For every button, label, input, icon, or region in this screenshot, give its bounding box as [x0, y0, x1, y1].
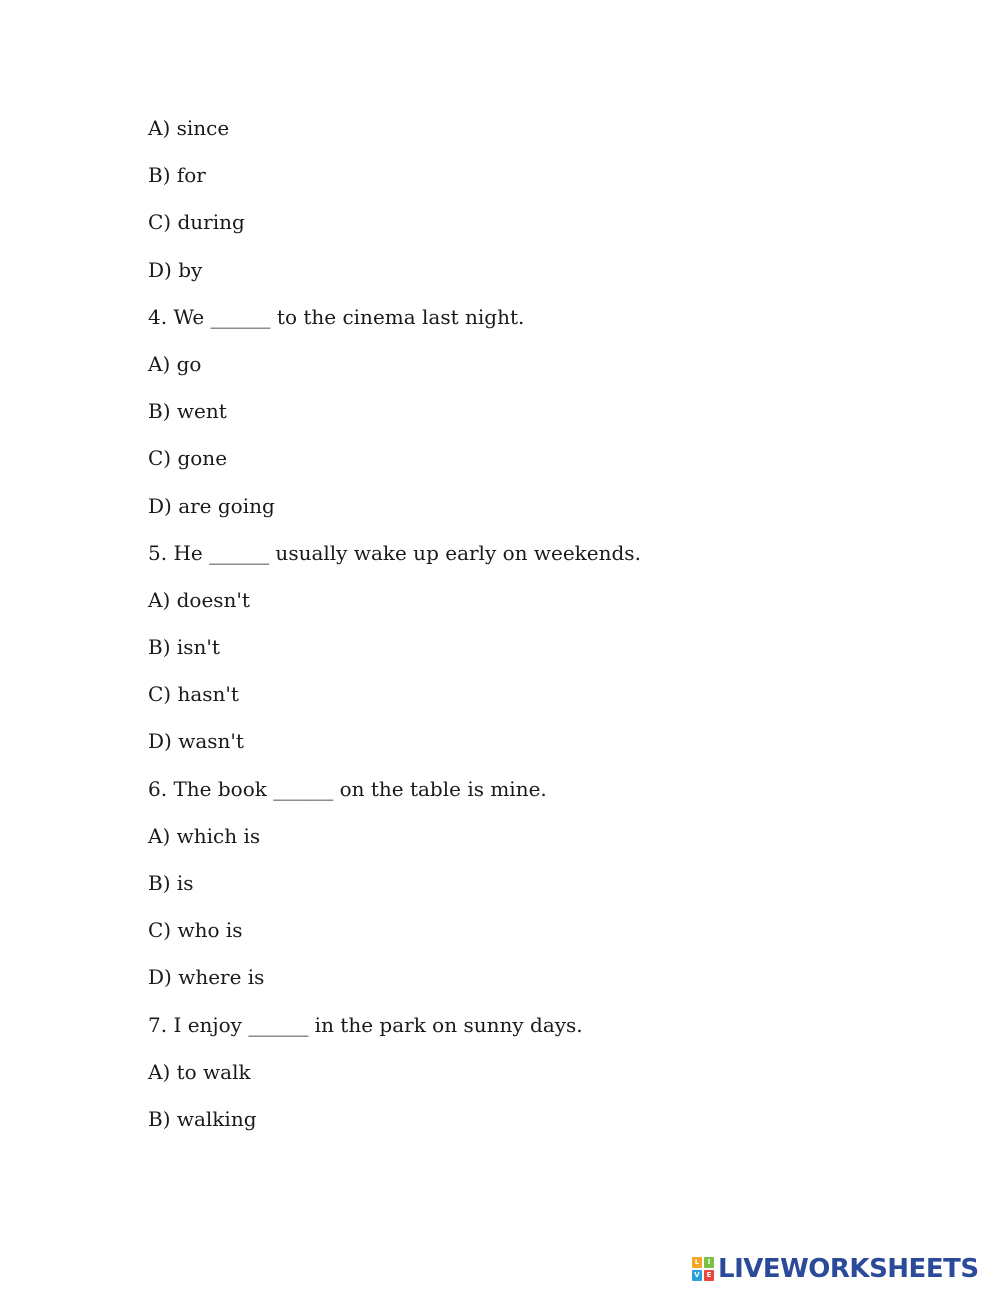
option-c-during: C) during — [148, 210, 245, 235]
question-4: 4. We ______ to the cinema last night. — [148, 304, 525, 329]
logo-square-v: V — [692, 1270, 702, 1281]
option-d-by: D) by — [148, 257, 203, 282]
q4-option-b: B) went — [148, 399, 227, 424]
q4-option-d: D) are going — [148, 493, 275, 518]
q5-option-d: D) wasn't — [148, 729, 244, 754]
q5-option-a: A) doesn't — [148, 587, 250, 612]
q6-option-b: B) is — [148, 871, 194, 895]
q4-option-c: C) gone — [148, 446, 228, 471]
liveworksheets-logo — [692, 1254, 979, 1284]
q7-option-b: B) walking — [148, 1106, 257, 1131]
q6-option-c: C) who is — [148, 918, 243, 943]
question-5: 5. He ______ usually wake up early on weekends. — [148, 540, 641, 565]
option-a-since: A) since — [148, 116, 230, 140]
logo-square-e: E — [704, 1270, 714, 1281]
question-7: 7. I enjoy ______ in the park on sunny days. — [148, 1012, 583, 1037]
q7-option-a: A) to walk — [148, 1059, 251, 1084]
question-6: 6. The book ______ on the table is mine. — [148, 776, 547, 801]
q5-option-c: C) hasn't — [148, 682, 239, 707]
logo-wordmark: LIVEWORKSHEETS — [718, 1254, 979, 1284]
liveworksheets-logo-icon — [692, 1257, 714, 1281]
q6-option-a: A) which is — [148, 823, 261, 848]
q5-option-b: B) isn't — [148, 635, 220, 660]
q6-option-d: D) where is — [148, 965, 265, 990]
option-b-for: B) for — [148, 163, 206, 188]
logo-square-l: L — [692, 1257, 702, 1268]
q4-option-a: A) go — [148, 351, 202, 376]
worksheet-content — [148, 116, 928, 1154]
logo-square-i: I — [704, 1257, 714, 1268]
